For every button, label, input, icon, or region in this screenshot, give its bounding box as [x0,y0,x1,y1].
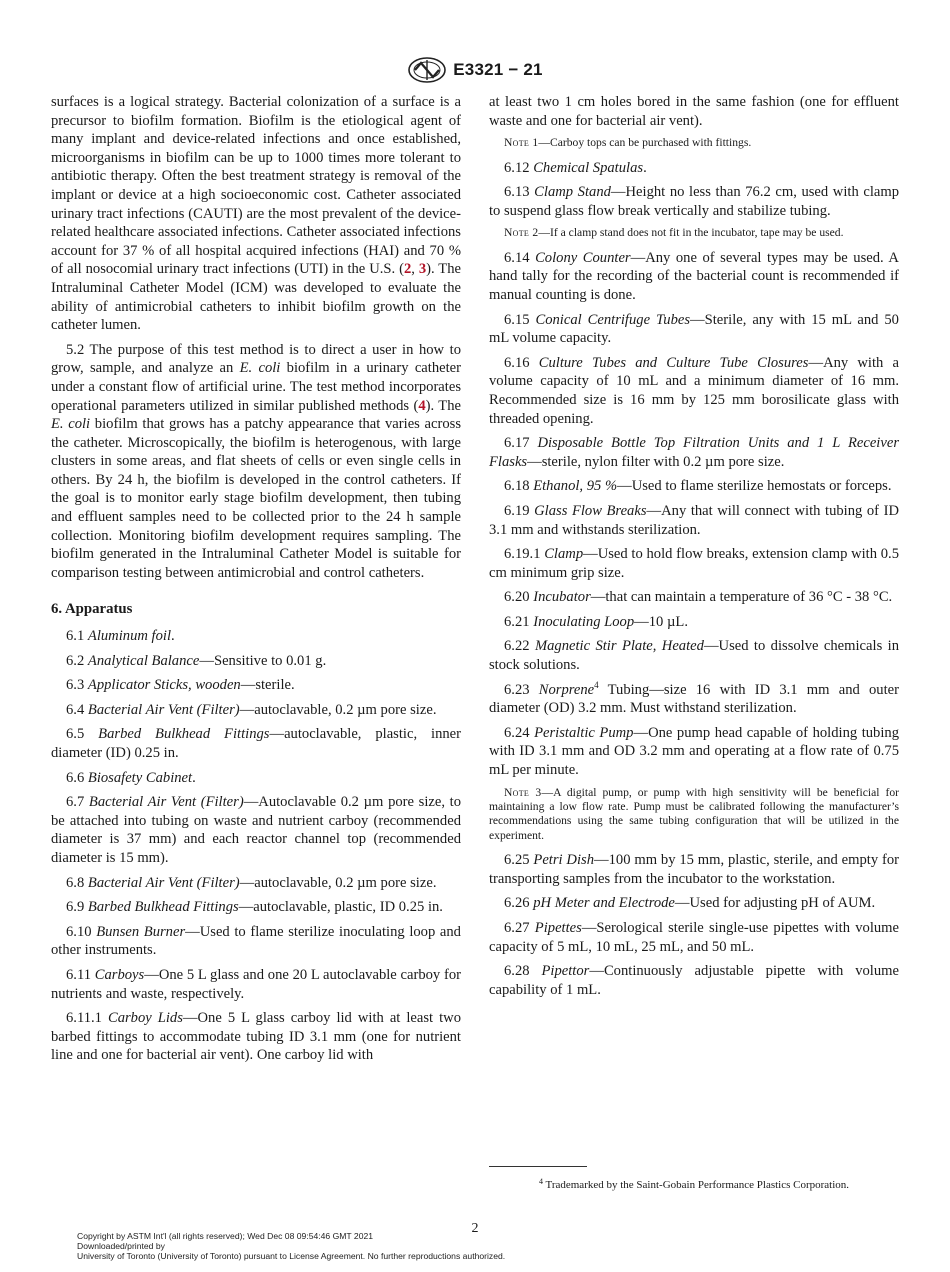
footnote-marker[interactable]: 4 [594,679,599,690]
apparatus-list [489,249,899,675]
note: Note 3—A digital pump, or pump with high sensitivity will be beneficial for maintaining a low flow rate. Pump must be calibrated following the manufacturer’s recommendations using the same tubing configuration that will be utilized in the experiment. [489,785,900,842]
list-item: 6.9 Barbed Bulkhead Fittings—autoclavable, plastic, ID 0.25 in. [66,899,443,916]
list-item: 6.7 Bacterial Air Vent (Filter)—Autoclavable 0.2 µm pore size, to be attached into tubing on waste and nutrient carboy (recommended diameter is 37 mm) and each reactor channel top (recommended diameter is 15 mm). [51,794,462,866]
document-id: E3321 − 21 [453,60,543,79]
list-item: 6.16 Culture Tubes and Culture Tube Closures—Any with a volume capacity of 10 mL and a minimum diameter of 16 mm. Recommended size is 16 mm by 125 mm borosilicate glass with threaded opening. [489,354,899,427]
list-item: 6.26 pH Meter and Electrode—Used for adjusting pH of AUM. [504,895,876,912]
page-header [0,56,950,84]
apparatus-list [51,627,461,1065]
list-item: 6.22 Magnetic Stir Plate, Heated—Used to dissolve chemicals in stock solutions. [489,638,899,674]
list-item: 6.24 Peristaltic Pump—One pump head capable of holding tubing with ID 3.1 mm and OD 3.2 mm and operating at a flow rate of 0.75 mL per minute. [489,724,899,779]
list-item: 6.21 Inoculating Loop—10 µL. [504,613,688,630]
list-item: 6.19.1 Clamp—Used to hold flow breaks, extension clamp with 0.5 cm minimum grip size. [489,546,899,581]
astm-logo-icon [407,57,447,83]
footnote-divider [489,1166,587,1167]
citation-link[interactable]: 4 [418,397,426,414]
list-item: 6.23 Norprene$^4$ Tubing—size 16 with ID 3.1 mm and outer diameter (OD) 3.2 mm. Must withstand sterilization. [489,679,899,717]
list-item: 6.11 Carboys—One 5 L glass and one 20 L autoclavable carboy for nutrients and waste, respectively. [51,966,461,1002]
list-item: 6.6 Biosafety Cabinet. [66,769,196,786]
list-item: 6.11.1 Carboy Lids—One 5 L glass carboy lid with at least two barbed fittings to accommodate tubing ID 3.1 mm (one for nutrient line and one for bacterial air vent). One carboy lid with [51,1010,462,1064]
citation-link[interactable]: 2 [403,261,412,278]
list-item: 6.5 Barbed Bulkhead Fittings—autoclavable, plastic, inner diameter (ID) 0.25 in. [51,726,461,761]
list-item: 6.18 Ethanol, 95 %—Used to flame sterilize hemostats or forceps. [504,478,892,495]
continued-paragraph: surfaces is a logical strategy. Bacterial colonization of a surface is a precursor to biofilm formation. Biofilm is the etiological agent of many implant and device-related infections and once established, microorganisms in biofilm can be up to 1000 times more tolerant to antibiotic therapy. Often the best treatment strategy is removal of the implant or device at a high socioeconomic cost. Catheter associated urinary tract infections (CAUTI) are the most prevalent of the device-related healthcare associated infections. Catheter associated infections account for 37 % of all hospital acquired infections (HAI) and 70 % of all nosocomial urinary tract infections (UTI) in the U.S. (2, 3). The Intraluminal Catheter Model (ICM) was developed to evaluate the ability of antimicrobial catheters to inhibit biofilm growth on the catheter lumen. [51,94,461,334]
list-item: 6.20 Incubator—that can maintain a temperature of 36 °C - 38 °C. [504,589,893,606]
page-number: 2 [471,1221,479,1236]
right-column [489,93,899,1005]
list-item: 6.28 Pipettor—Continuously adjustable pipette with volume capability of 1 mL. [489,963,899,998]
note: Note 2—If a clamp stand does not fit in the incubator, tape may be used. [504,226,844,240]
list-item: 6.1 Aluminum foil. [66,628,175,645]
list-item: 6.2 Analytical Balance—Sensitive to 0.01 g. [66,652,327,669]
list-item: 6.13 Clamp Stand—Height no less than 76.2 cm, used with clamp to suspend glass flow break vertically and stabilize tubing. [489,184,900,219]
paragraph-5-2: 5.2 The purpose of this test method is to direct a user in how to grow, sample, and analyze an E. coli biofilm in a urinary catheter under a constant flow of artificial urine. The test method incorporates operational parameters utilized in similar published methods (4). The E. coli biofilm that grows has a patchy appearance that varies across the catheter. Microscopically, the biofilm is heterogenous, with large clusters in some areas, and flat sheets of cells or even single cells in others. By 24 h, the biofilm is developed in the control catheters. If the goal is to monitor early stage biofilm development, then tubing and effluent samples need to be collected prior to the 24 h sample collection. Monitoring biofilm development requires sampling. The biofilm generated in the Intraluminal Catheter Model is suitable for comparison testing between antimicrobial and control catheters. [51,341,461,581]
list-item: 6.3 Applicator Sticks, wooden—sterile. [66,677,295,694]
list-item: 6.10 Bunsen Burner—Used to flame sterilize inoculating loop and other instruments. [51,923,461,959]
list-item: 6.12 Chemical Spatulas. [504,159,647,176]
list-item: 6.27 Pipettes—Serological sterile single-use pipettes with volume capacity of 5 mL, 10 mL, 25 mL, and 50 mL. [489,920,899,955]
apparatus-list [489,851,899,999]
list-item: 6.17 Disposable Bottle Top Filtration Units and 1 L Receiver Flasks—sterile, nylon filter with 0.2 µm pore size. [489,435,899,470]
citation-link[interactable]: 3 [418,261,427,278]
list-item: 6.8 Bacterial Air Vent (Filter)—autoclavable, 0.2 µm pore size. [66,874,437,891]
apparatus-list [489,159,899,221]
list-item: 6.15 Conical Centrifuge Tubes—Sterile, any with 15 mL and 50 mL volume capacity. [489,311,899,347]
list-item: 6.4 Bacterial Air Vent (Filter)—autoclavable, 0.2 µm pore size. [66,701,437,718]
list-item: 6.19 Glass Flow Breaks—Any that will connect with tubing of ID 3.1 mm and withstands sterilization. [489,502,900,538]
note: Note 1—Carboy tops can be purchased with fittings. [504,136,752,150]
left-column [51,93,461,1071]
continued-paragraph: at least two 1 cm holes bored in the same fashion (one for effluent waste and one for bacterial air vent). [489,94,899,129]
list-item: 6.14 Colony Counter—Any one of several types may be used. A hand tally for the recording of the bacterial count is recommended if manual counting is done. [489,249,899,303]
footnote: $^4$ Trademarked by the Saint-Gobain Performance Plastics Corporation. [538,1177,850,1191]
copyright-notice: Copyright by ASTM Int'l (all rights reserved); Wed Dec 08 09:54:46 GMT 2021 Downloaded/printed by University of Toronto (University of Toronto) pursuant to License Agreement. No further reproductions authorized. [77,1231,506,1262]
section-heading: 6. Apparatus [51,601,133,618]
list-item: 6.25 Petri Dish—100 mm by 15 mm, plastic, sterile, and empty for transporting samples from the incubator to the workstation. [489,852,899,887]
